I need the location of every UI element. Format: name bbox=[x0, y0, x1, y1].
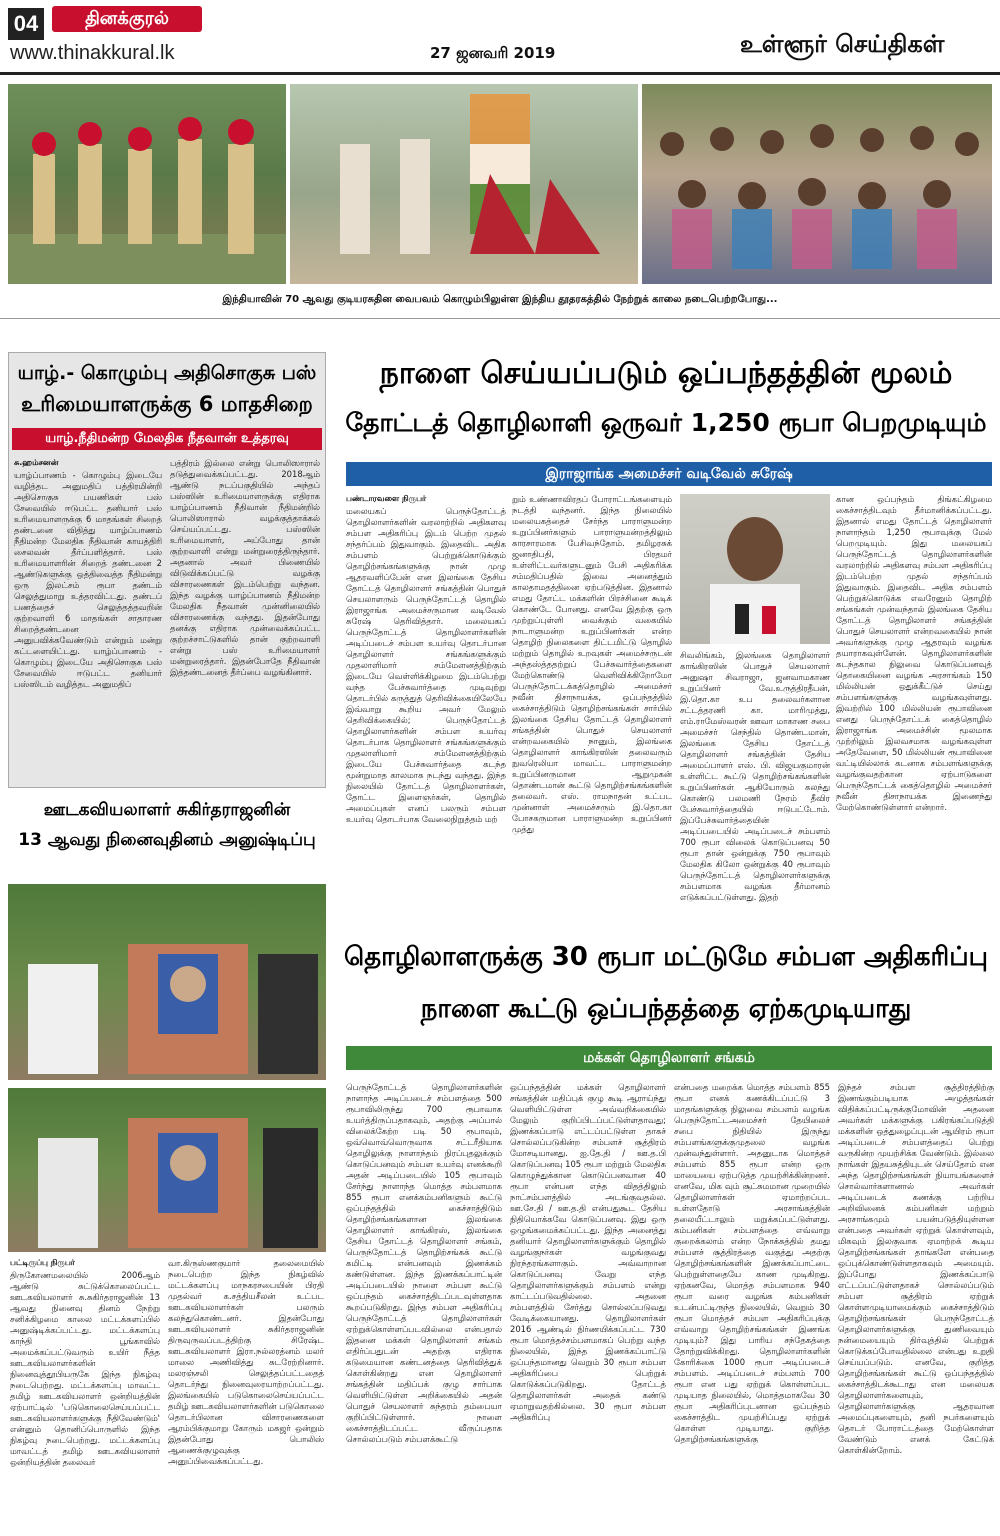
story-union-col-2: ஒப்பந்தத்தின் மக்கள் தொழிலாளர் சங்கத்தின் மதிப்புக் குழு கூடி ஆராய்ந்து வெளியிட்டுள்ள அவ்வறிக்கையில் மேலும் குறிப்பிடப்பட்டுள்ளதாவது; இணக்கப்பாடு எட்டப்பட்டுள்ள தாகச் சொல்லப்படுகின்ற சம்பளச் சூத்திரம் மோசடியானது. ஐ.தே.தி / ஊ.த.பி கொடுப்பனவு 105 ரூபா மற்றும் மேலதிக கொழுந்துக்கான கொடுப்பனவான 40 ரூபா என்பன எந்த விதத்திலும் நாட்சம்பளத்தில் அடங்குவதல்ல. ஊ.சே.தி / ஊ.த.தி என்பதுகூட தேசிய நிதியொக்கவே கொடுப்பனவு. இது ஒரு ஒழுங்கமைக்கப்பட்டது. இந்த அனைத்து தனியார் தொழிலாளர்களுக்கும் தொழில் வழங்குநர்கள் வழங்குவது நிரந்தரங்களாகும். அவ்வாறான கொடுப்பனவு வேறு எந்த தொழிலாளர்களுக்கும் சம்பளம் என்று காட்டப்படுவதில்லை. அதனை சம்பளத்தில் சேர்த்து சொல்லப்படுவது வேடிக்கையானது. தொழிலாளர்கள் 2016 ஆண்டில் நிர்ணயிக்கப்பட்ட 730 ரூபா மொத்தச்சம்பளமாகப் பெற்று வந்த நிலையில், இந்த இணக்கப்பாட்டு ஒப்பந்தமானது வெறும் 30 ரூபா சம்பள அதிகரிப்பை பெற்றுக் கொடுக்கப்படுகிறது. தோட்டத் தொழிலாளர்கள் அதைக் கண்டு ஏமாறுவதற்கில்லை. 30 ரூபா சம்பள அதிகரிப்பு bbox=[510, 1082, 666, 1422]
newspaper-logo[interactable]: தினக்குரல் bbox=[52, 6, 202, 32]
story-bus-headline-1[interactable]: யாழ்.- கொழும்பு அதிசொகுசு பஸ் bbox=[17, 362, 317, 384]
story-memorial-byline: பட்டிருப்பு நிருபர் bbox=[10, 1258, 75, 1267]
audience-illustration bbox=[642, 84, 992, 284]
header-rule bbox=[0, 72, 1000, 75]
story-union-subhead: மக்கள் தொழிலாளர் சங்கம் bbox=[346, 1046, 992, 1070]
issue-date: 27 ஜனவரி 2019 bbox=[430, 44, 556, 62]
photo-dancers bbox=[290, 84, 638, 284]
story-wage-subhead: இராஜாங்க அமைச்சர் வடிவேல் சுரேஷ் bbox=[346, 462, 992, 486]
story-wage-byline: பண்டாரவளை நிருபர் bbox=[346, 494, 427, 503]
story-wage-headline-1[interactable]: நாளை செய்யப்படும் ஒப்பந்தத்தின் மூலம் bbox=[379, 356, 953, 391]
photo-audience bbox=[642, 84, 992, 284]
story-wage-col-2: றும் உண்ணாவிரதப் போராட்டங்களையும் நடத்தி வந்தனர். இந்த நிலையில் மலையகத்தைச் சேர்ந்த பாராளுமன்ற உறுப்பினர்களும் பாராளுமன்றத்திலும் காரசாரமாக பேசிவந்தோம். தமிழரசுக் ஜனாதிபதி, பிரதமர் உள்ளிட்டவர்களுடனும் பேசி அதிகரிக்க சம்மதிப்பதில் இவை அனைத்தும் காலதாமதத்தினை ஏற்படுத்தின. இதனால் எமது தோட்ட மக்களின் பிரச்சினை கூடிக் கொண்டே போனது. எனவே இதற்கு ஒரு முற்றுப்புள்ளி வைக்கும் வகையில் நாடாளுமன்ற உறுப்பினர்கள் என்ற தொழிற் நிலைகளை திட்டமிட்டு தொழில் மற்றும் தொழில் உறவுகள் அமைச்சருடன் அந்தஸ்த்ததற்றுப் பேச்சுவார்த்தைகளை மேற்கொண்டு வெளிவிக்கிறோமோ பெருந்தோட்டக்கத்தொழில் அமைச்சர் நவீன் திசாநாயக்க, ஒப்பந்தத்தில் கைச்சாத்திடும் தொழிற்சங்கங்கள் சார்பில் இலங்கை தேசிய தோட்டத் தொழிலாளர் சங்கத்தின் பொதுச் செயலாளர் என்றவகையில் நானும், இலங்கை தொழிலாளர் காங்கிரஸின் தலைவரும் நுவரெலியா மாவட்ட பாராளுமன்ற உறுப்பினருமான ஆறுமுகன் தொண்டமான் கூட்டு தொழிற்சங்கங்களின் தலைவர். எஸ். ராமநாதன் உட்பட முன்னாள் அமைச்சரும் இ.தொ.கா போசகருமான பாராளுமன்ற உறுப்பினர் முத்து bbox=[512, 494, 672, 834]
story-wage-col-4: கான ஒப்பந்தம் திங்கட்கிழமை கைச்சாத்திடவும் தீர்மானிக்கப்பட்டது. இதனால் எமது தோட்டத் தொழிலாளர் நாளாந்தம் 1,250 ரூபாவுக்கு மேல் பெறமுடியும். இது மலையகப் பெருந்தோட்டத் தொழிலாளர்களின் வரலாற்றில் அதிகளவு சம்பள அதிகரிப்பு இடம்பெற்ற முதல் சந்தர்ப்பம் இதுவாகும். இதைவிட அதிக சம்பளம் பெற்றுக்கொடுக்க எவரேனும் தொழிற் சங்கங்கள் முன்வந்தால் இலங்கை தேசிய தோட்டத் தொழிலாளர் சங்கத்தின் பொதுச் செயலாளர் என்றவகையில் நான் அவர்களுக்கு முழு ஆதரவும் வழங்க தயாராகவுள்ளேன். தொழிலாளர்களின் கடந்தகால நிலுவை கொடுப்பனவுத் தொகையினை வழங்க அரசாங்கம் 150 மில்லியன் ஒதுக்கீட்டுச் செய்து சம்பளங்களுக்கு வழங்கவுள்ளது. இவற்றில் 100 மில்லியன் ரூபாவினை எனது பெருந்தோட்டக் கைத்தொழில் இராஜாங்க அமைச்சின் மூலமாக முற்றிலும் இலவசமாக வழங்கவுள்ள அதேவேளை, 50 மில்லியன் ரூபாவினை வட்டியில்லாக் கடனாக சம்பளங்களுக்கு வழங்குவதற்கான ஏற்பாடுகளை பெருந்தோட்டக் கைத்தொழில் அமைச்சர் நவீன் திசாநாயக்க இணைந்து மேற்கொண்டுள்ளார் என்றார். bbox=[836, 494, 992, 812]
story-bus-col-1: யாழ்ப்பாணம் - கொழும்பு இடையே வழித்தட அனுமதிப் பத்திரமின்றி அதிசொகுசு பயணிகள் பஸ் சேவையில் ஈடுபட்ட தனியார் பஸ் உரிமையாளருக்கு 6 மாதங்கள் சிறைத் தண்டனை விதித்து யாழ்ப்பாணம் நீதிமன்ற மேலதிக நீதிவான் காயத்திரி சைலவன் தீர்ப்பளித்தார். பஸ் உரிமையாளரின் சிறைத் தண்டனை 2 ஆண்டுகளுக்கு ஒத்திவைத்த நீதிமன்று ஒரு இலட்சம் ரூபா தண்டம் செலுத்துமாறு உத்தரவிட்டது. தண்டப் பணத்தைச் செலுத்தத்தவறின் குற்றவாளி 6 மாதங்கள் சாதாரண சிறைத்தண்டனை அனுபவிக்கவேண்டும் என்றும் மன்று கட்டளையிட்டது. யாழ்ப்பாணம் - கொழும்பு இடையே அதிசொகுசு பஸ் சேவையில் ஈடுபட்ட தனியார் பஸ்ஸிடம் வழித்தட அனுமதிப் bbox=[14, 470, 162, 689]
page-number: 04 bbox=[8, 8, 44, 40]
photo-memorial-2 bbox=[8, 1088, 326, 1252]
photo-guard-parade bbox=[8, 84, 286, 284]
story-bus-headline-2[interactable]: உரிமையாளருக்கு 6 மாதசிறை bbox=[21, 392, 313, 416]
site-url[interactable]: www.thinakkural.lk bbox=[10, 42, 175, 64]
section-title: உள்ளூர் செய்திகள் bbox=[740, 30, 945, 58]
story-memorial-headline-1[interactable]: ஊடகவியலாளர் சுகிர்தராஜனின் bbox=[43, 800, 291, 820]
story-memorial-col-2: வா.கிருஸ்ணகுமார் தலைமையில் நடைபெற்ற இந்த நிகழ்வில் மட்டக்களப்பு மாநகரசபையின் பிரதி முதல்வர் க.சத்தியசீலன் உட்பட ஊடகவியலாளர்கள் பலரும் கலந்துகொண்டனர். இதன்போது ஊடகவியலாளர் சுகிர்தராஜனின் திருவுருவப்படத்திற்கு சிரேஷ்ட ஊடகவியலாளர் இரா.நல்லரத்னம் மலர் மாலை அணிவித்து சுடரேற்றினார். மலரஞ்சலி செலுத்தப்பட்டதைத் தொடர்ந்து நினைவுரையாற்றப்பட்டது. இலங்கையில் படுகொலைசெய்யப்பட்ட தமிழ் ஊடகவியலாளர்களின் படுகொலை தொடர்பிலான விசாரணைகளை ஆரம்பிக்குமாறு கோரும் மகஜர் ஒன்றும் இதன்போது பொலிஸ் ஆணைக்குழுவுக்கு அனுப்பிவைக்கப்பட்டது. bbox=[168, 1258, 324, 1466]
story-union-headline-1[interactable]: தொழிலாளருக்கு 30 ரூபா மட்டுமே சம்பள அதிகரிப்பு bbox=[344, 942, 988, 972]
memorial-illustration-2 bbox=[8, 1088, 326, 1252]
photo-caption: இந்தியாவின் 70 ஆவது குடியரசுதின வைபவம் கொழும்பிலுள்ள இந்திய தூதரகத்தில் நேற்றுக் காலை நடைபெற்றபோது... bbox=[222, 294, 778, 305]
story-bus-byline: சு.ஹம்சனன் bbox=[14, 458, 59, 467]
story-union-col-4: இந்தச் சம்பள சூத்திரத்திற்கு இணங்கும்படியாக அழுத்தங்கள் விதிக்கப்பட்டிருக்குமோவின் அதனை அவர்கள் மக்களுக்கு பகிரங்கப்படுத்தி மக்களின் ஒத்துழைப்புடன் ஆயிரம் ரூபா அடிப்படைச் சம்பளத்தைப் பெற்று வருகின்ற முயற்சிக்க வேண்டும். இல்லை நாங்கள் இதயசுத்தியுடன் செய்தோம் என அந்த தொழிற்சங்கங்கள் நியாயங்களைச் சொல்வார்களானால் அவர்கள் அடிப்படைக் கணக்கு பற்றிய அறிவினைக் கம்பனிகள் மற்றும் அரசாங்கமும் பயன்படுத்தியுள்ளன என்பதை அவர்கள் ஏற்றுக் கொள்ளவும், மிகவும் இலகுவாக ஏமாற்றக் கூடிய தொழிற்சங்கங்கள் தாங்களே என்பதை ஒப்புக்கொண்டுள்ளதாகவும் அமையும். இப்போது இணக்கப்பாடு எட்டப்பட்டுள்ளதாகச் சொல்லப்படும் சம்பள சூத்திரம் ஏற்றுக் கொள்ளமுடியாமைக்கும் கைச்சாத்திடும் தொழிற்சங்கங்கள் பெருந்தோட்டத் தொழிலாளர்களுக்கு துணிவையும் நன்மையையும் திர்வுத்தில் பெற்றுக் கொடுக்கப்போவதில்லை என்பது உறுதி செய்யப்படும். எனவே, குறித்த தொழிற்சங்கங்கள் கூட்டு ஒப்பந்தத்தில் கைச்சாத்திடக்கூடாது என மலையக தொழிலாளர்களையும், தொழிலாளர்களுக்கு ஆதரவான அமைப்புகளையும், தனி நபர்களையும் தொடர் போராட்டத்தை மேற்கொள்ள வேண்டும் எனக் கேட்டுக் கொள்கின்றோம். bbox=[838, 1082, 994, 1455]
story-union-headline-2[interactable]: நாளை கூட்டு ஒப்பந்தத்தை ஏற்கமுடியாது bbox=[420, 994, 912, 1024]
dancers-illustration bbox=[290, 84, 638, 284]
story-wage-col-1: மலையகப் பெருந்தோட்டத் தொழிலாளர்களின் வரலாற்றில் அதிகளவு சம்பள அதிகரிப்பு இடம் பெற்ற முதல் சந்தர்ப்பம் இதுவாகும். இதைவிட அதிக சம்பளம் பெற்றுக்கொடுக்கும் தொழிற்சங்கங்களுக்கு நான் முழு ஆதரவளிப்பேன் என இலங்கை தேசிய தோட்டத் தொழிலாளர் சங்கத்தின் பொதுச் செயலாளரும் பெருந்தோட்டத் தொழில் இராஜாங்க அமைச்சருமான வடிவேல் சுரேஷ் தெரிவித்தார். மலையகப் பெருந்தோட்டத் தொழிலாளர்களின் அடிப்படைச் சம்பள உயர்வு தொடர்பான தொழிலாளர் சங்கங்களுக்கும் முதலாளிமார் சம்மேளனத்திற்கும் இடையே வெள்ளிக்கிழமை இடம்பெற்று வந்த பேச்சுவார்த்தை முடிவுற்று தொடர்பில் கருத்துத் தெரிவிக்கையிலேயே இவ்வாறு கூறிய அவர் மேலும் தெரிவிக்கையில்; பெருந்தோட்டத் தொழிலாளர்களின் சம்பள உயர்வு தொடர்பாக தொழிலாளர் சங்கங்களுக்கும் முதலாளிமார் சம்மேளனத்திற்கும் இடையே பேச்சுவார்த்தை கடந்த மூன்றுமாத காலமாக நடந்து வந்தது. இந்த நிலையில் தோட்டத் தொழிலாளர்கள், தோட்ட இளைஞர்கள், தொழில் அமைப்புகள் எனப் பலரும் சம்பள உயர்வு தொடர்பாக வேலைநிறுத்தம் மற் bbox=[346, 506, 506, 824]
story-union-col-1: பெருந்தோட்டத் தொழிலாளர்களின் நாளாந்த அடிப்படைச் சம்பளத்தை 500 ரூபாவிலிருந்து 700 ரூபாவாக உயர்த்திருப்பதாகவும், அதற்கு அப்பால் விலைக்கேற்ற படி 50 ரூபாவும், ஒவ்வொவ்வொருவாக சட்டரீதியாக தொழிலுக்கு நாளாந்தம் நிரப்புதலுக்கும் கொடுப்பனவும் சம்பள உயர்வு எனக்கூறி அதன் அடிப்படையில் 105 ரூபாவும் சேர்ந்து நாளாந்த மொத்த சம்பளமாக 855 ரூபா எனக்கம்பனிகளும் கூட்டு ஒப்பந்தத்தில் கைச்சாத்திடும் தொழிற்சங்கங்களான இலங்கை தொழிலாளர் காங்கிரஸ், இலங்கை தேசிய தோட்டத் தொழிலாளர் சங்கம், பெருந்தோட்டத் தொழிற்சங்கக் கூட்டு கமிட்டி என்பனவும் இணக்கம் கண்டுள்ளன. இந்த இணக்கப்பாட்டின் அடிப்படையில் நாளை சம்பள கூட்டு ஒப்பந்தம் கைச்சாத்திடப்படவுள்ளதாக கூறப்படுகிறது. இந்த சம்பள அதிகரிப்பு பெருந்தோட்டத் தொழிலாளர்கள் ஏற்றுக்கொள்ளப்படவில்லை என்பதால் இதனை மக்கள் தொழிலாளர் சங்கம் எதிர்ப்பதுடன் அதற்கு எதிராக கடுமையான கண்டனத்தை தெரிவித்துக் கொள்கின்றது என தொழிலாளர் சங்கத்தின் மதிப்பக் குழு சார்பாக வெளியிட்டுள்ள அறிக்கையில் அதன் பொதுச் செயலாளர் சுந்தரம் தம்பையா குறிப்பிட்டுள்ளார். நாளை கைச்சாத்திடப்பட்ட வீருப்பதாக சொல்லப்படும் சம்பளக்கூட்டு bbox=[346, 1082, 502, 1444]
photo-minister bbox=[680, 494, 830, 644]
caption-rule bbox=[0, 318, 1000, 319]
memorial-illustration-1 bbox=[8, 884, 326, 1080]
story-wage-headline-2[interactable]: தோட்டத் தொழிலாளி ஒருவர் 1,250 ரூபா பெறமுடியும் bbox=[345, 408, 987, 437]
minister-portrait bbox=[680, 494, 830, 644]
story-union-col-3: என்பதை மறைக்க மொத்த சம்பளம் 855 ரூபா எனக் கணக்கிடப்பட்டு 3 மாதங்களுக்கு நிலுவை சம்பளம் வழங்க பெருந்தோட்டஅமைச்சர் தேயிலைச் சபை நிதியில் இருந்து சம்பளங்களுக்குமுதலை வழங்க முன்வந்துள்ளார். அதனுடாக மொத்தச் சம்பளம் 855 ரூபா என்ற ஒரு மாயையை ஏற்படுத்த முயற்சிக்கின்றனர். எனவே, மிக வும் சூட்சுமமான முறையில் தொழிலாளர்கள் ஏமாற்றப்பட உள்ளதோடு அரசாங்கத்தின் தலையீட்டாலும் மறுக்கப்பட்டுள்ளது. கம்பனிகள் சம்பளத்தை எவ்வாறு குறைக்கலாம் என்ற நோக்கத்தில் தமது சம்பளச் சூத்திரத்தை வகுத்து அதற்கு தொழிற்சங்கங்களின் இணக்கப்பாட்டை பெற்றுள்ளதையே காண முடிகிறது. ஏற்கனவே, மொத்த சம்பளமாக 940 ரூபா வரை வழங்க கம்பனிகள் உடன்பட்டிருந்த நிலையில், வெறும் 30 ரூபா மொத்தச் சம்பள அதிகரிப்புக்கு எவ்வாறு தொழிற்சங்கங்கள் இணங்க முடியும்? இது பாரிய சந்தேகத்தை தோற்றுவிக்கிறது. தொழிலாளர்களின் கோரிக்கை 1000 ரூபா அடிப்படைச் சம்பளம். அடிப்படைச் சம்பளம் 700 ரூபா என பது ஏற்றுக் கொள்ளப்பட முடியாத நிலையில், மொத்தமாகவே 30 ரூபா அதிகரிப்புடனான ஒப்பந்தம் கைச்சாத்திட முயற்சிப்பது ஏற்றுக் கொள்ள முடியாது. குறித்த தொழிற்சங்கங்களுக்கு bbox=[674, 1082, 830, 1444]
story-memorial-headline-2[interactable]: 13 ஆவது நினைவுதினம் அனுஷ்டிப்பு bbox=[18, 830, 316, 850]
story-bus-subhead: யாழ்.நீதிமன்ற மேலதிக நீதவான் உத்தரவு bbox=[12, 428, 322, 450]
story-wage-col-3: சிவலிங்கம், இலங்கை தொழிலாளர் காங்கிரஸின் பொதுச் செயலாளர் அனுஷா சிவராஜா, ஜனவாமகாண உறுப்பினர் வே.உருத்திரதீபன், இ.தொ.கா உப தலைவர்களான சட்டத்தரணி கா. மாரிமுத்து, எம்.ராமேஸ்வரன் ஊவா மாகாண சபை அமைச்சர் செந்தில் தொண்டமான், இலங்கை தேசிய தோட்டத் தொழிலாளர் சங்கத்தின் தேசிய அமைப்பாளர் எஸ். பி. விஜயகுமாரன் உள்ளிட்ட கூட்டு தொழிற்சங்கங்களின் உறுப்பினர்கள் ஆகியோரும் கலந்து கொண்டு பலமணி நேரம் தீவிர பேச்சுவார்த்தையில் ஈடுபட்டோம். இப்பேச்சுவார்த்தையின் அடிப்படையில் அடிப்படைச் சம்பளம் 700 ரூபா விலைக் கொடுப்பனவு 50 ரூபா தான் ஒன்றுக்கு 750 ரூபாவும் மேலதிக கிலோ ஒன்றுக்கு 40 ரூபாவும் பெருந்தோட்டத் தொழிலாளர்களுக்கு சம்பளமாக வழங்க தீர்மானம் எடுக்கப்பட்டுள்ளது. இதற் bbox=[680, 650, 830, 902]
guard-parade-illustration bbox=[8, 84, 286, 284]
story-memorial-col-1: திருகோணமலையில் 2006ஆம் ஆண்டு சுட்டுக்கொலைப்பட்ட ஊடகவியலாளர் சு.சுகிர்தராஜனின் 13 ஆவது நினைவு தினம் நேற்று சனிக்கிழமை காலை மட்டக்களப்பில் அனுஷ்டிக்கப்பட்டது. மட்டக்களப்பு காந்தி பூங்காவில் அமைக்கப்பட்டுவரும் உயிர் நீத்த ஊடகவியலாளர்களின் நினைவுத்தூபியருகே இந்த நிகழ்வு நடைபெற்றது. மட்டக்களப்பு மாவட்ட தமிழ் ஊடகவியலாளர் ஒன்றியத்தின் ஏற்பாட்டில் 'படுகொலைசெய்யப்பட்ட ஊடகவியலாளர்களுக்கு நீதிவேண்டும்' என்னும் தொனிப்பொருளில் இந்த நிகழ்வு நடைபெற்றது. மட்டக்களப்பு மாவட்டத் தமிழ் ஊடகவியலாளர் ஒன்றியத்தின் தலைவர் bbox=[10, 1270, 160, 1467]
photo-memorial-1 bbox=[8, 884, 326, 1080]
story-bus-col-2: பத்திரம் இல்லை என்று பொலிஸாரால் தடுத்துவைக்கப்பட்டது. 2018ஆம் ஆண்டு நடப்பகுதியில் அந்தப் பஸ்ஸின் உரிமையாளருக்கு எதிராக யாழ்ப்பாணம் நீதிவான் நீதிமன்றில் பொலிஸாரால் வழக்குத்தாக்கல் செய்யப்பட்டது. பஸ்ஸின் உரிமையாளர், அப்போது தான் குற்றவாளி என்று மன்றுரைத்திருந்தார். அதனால் அவர் பிணையில் விடுவிக்கப்பட்டு வழக்கு விசாரணைகள் இடம்பெற்று வந்தன. இந்த வழக்கு யாழ்ப்பாணம் நீதிமன்ற மேலதிக நீதவான் முன்னிலையில் விசாரணைக்கு வந்தது. இதன்போது தனக்கு எதிராக முன்வைக்கப்பட்ட குற்றச்சாட்டுகளில் தான் குற்றவாளி என்று பஸ் உரிமையாளர் மன்றுரைத்தார். இதன்போதே நீதிவான் இத்தண்டனைத் தீர்ப்பை வழங்கினார். bbox=[170, 458, 320, 677]
